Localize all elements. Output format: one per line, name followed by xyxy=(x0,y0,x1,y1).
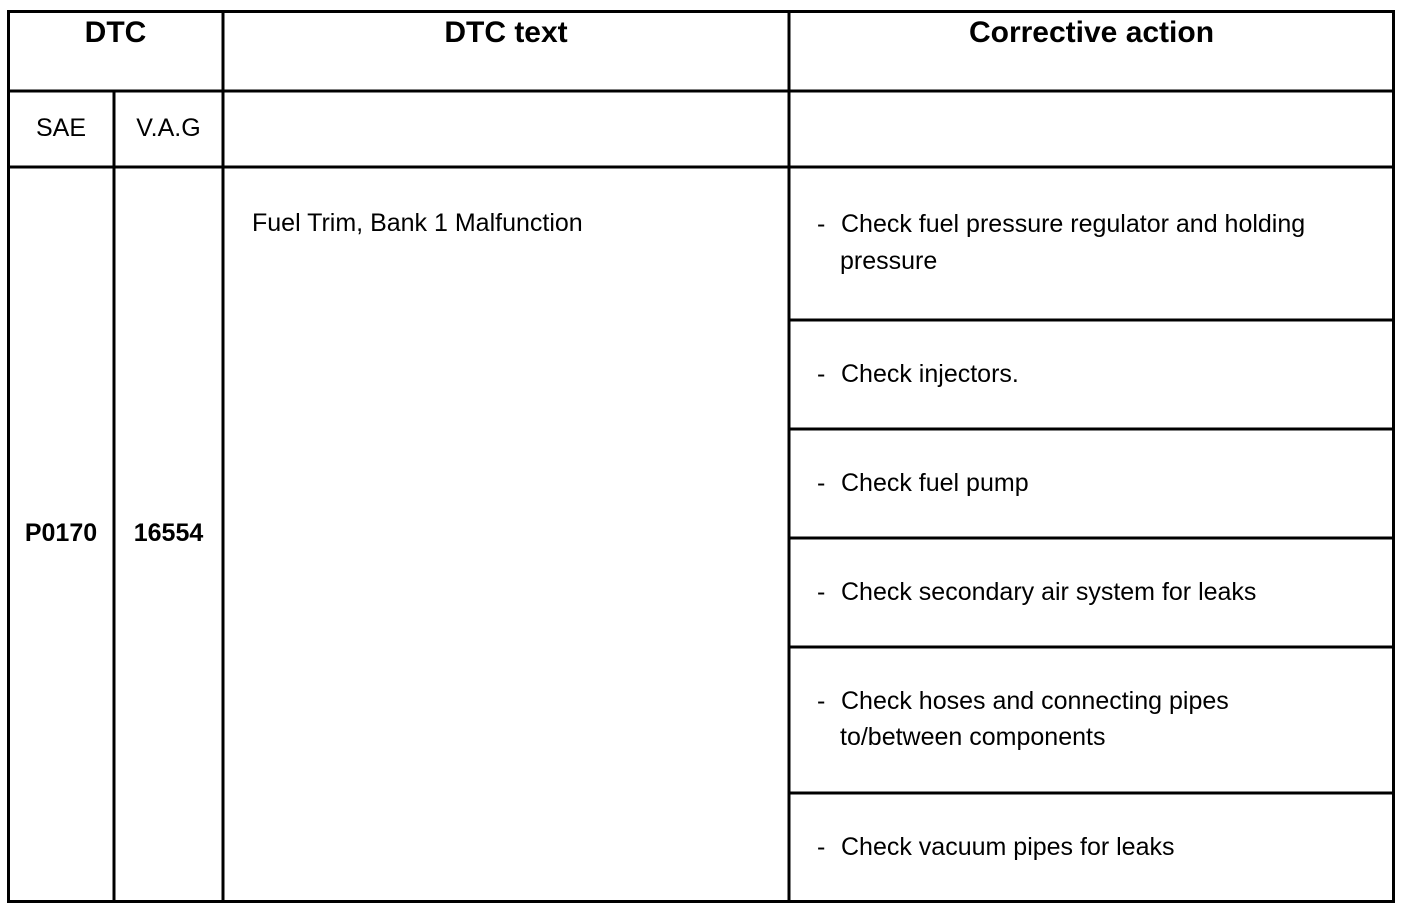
header-dtc: DTC xyxy=(84,16,147,49)
action-dash: - xyxy=(817,210,826,238)
action-text: Check fuel pressure regulator and holding xyxy=(841,210,1306,238)
action-item xyxy=(817,574,1377,611)
subheader-vag: V.A.G xyxy=(136,114,201,142)
action-item xyxy=(817,356,1377,393)
vag-code: 16554 xyxy=(133,519,204,547)
action-text-continued: to/between components xyxy=(840,723,1106,751)
action-text: Check injectors. xyxy=(841,360,1019,388)
action-text: Check hoses and connecting pipes xyxy=(841,687,1229,715)
dtc-text-value: Fuel Trim, Bank 1 Malfunction xyxy=(252,209,583,237)
subheader-sae: SAE xyxy=(35,114,87,142)
action-text-continued: pressure xyxy=(840,247,938,275)
action-dash: - xyxy=(817,578,826,606)
action-text: Check secondary air system for leaks xyxy=(841,578,1257,606)
action-item xyxy=(817,206,1377,280)
action-item xyxy=(817,465,1377,502)
sae-code: P0170 xyxy=(24,519,98,547)
action-text: Check fuel pump xyxy=(841,469,1029,497)
action-item xyxy=(817,683,1377,755)
action-dash: - xyxy=(817,360,826,388)
header-corrective-action: Corrective action xyxy=(968,16,1215,49)
action-dash: - xyxy=(817,833,826,861)
action-item xyxy=(817,829,1377,866)
header-dtc-text: DTC text xyxy=(444,16,568,49)
action-text: Check vacuum pipes for leaks xyxy=(841,833,1175,861)
action-dash: - xyxy=(817,469,826,497)
action-dash: - xyxy=(817,687,826,715)
table-border xyxy=(9,12,1394,902)
